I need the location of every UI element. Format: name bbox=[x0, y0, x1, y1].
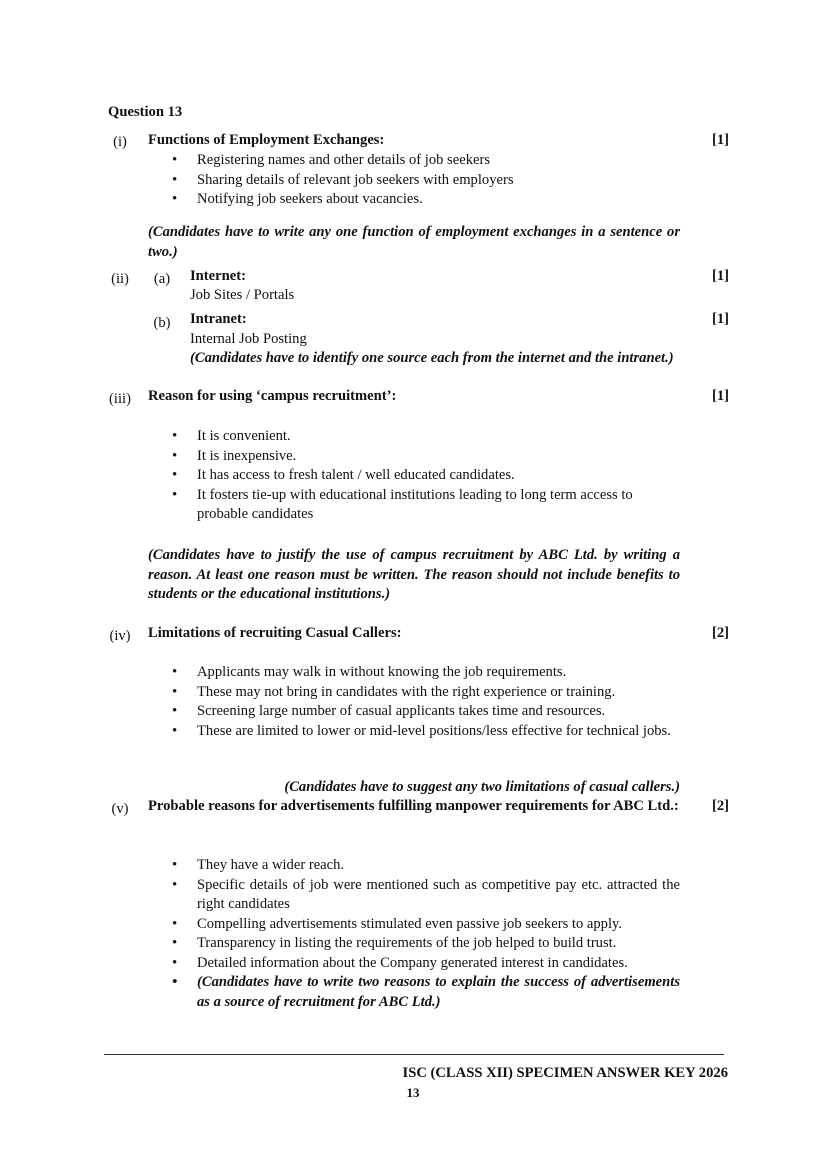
list-item: • These are limited to lower or mid-level positions/less effective for technical jobs. bbox=[172, 722, 680, 742]
list-item: • It is inexpensive. bbox=[172, 447, 680, 467]
q4-note: (Candidates have to suggest any two limitations of casual callers.) bbox=[284, 779, 680, 795]
q2a-label: (a) bbox=[153, 271, 171, 287]
q4-heading: Limitations of recruiting Casual Callers: bbox=[148, 625, 402, 641]
q1-note: (Candidates have to write any one function of employment exchanges in a sentence or two.) bbox=[148, 224, 680, 260]
footer-divider bbox=[104, 1054, 724, 1055]
page-number: 13 bbox=[406, 1085, 420, 1100]
q2b-text: Internal Job Posting bbox=[190, 331, 307, 347]
q5-heading: Probable reasons for advertisements fulfilling manpower requirements for ABC Ltd.: bbox=[148, 798, 679, 814]
q1-bullet-list bbox=[172, 151, 680, 210]
q5-mark: [2] bbox=[711, 798, 729, 814]
q2-note: (Candidates have to identify one source each from the internet and the intranet.) bbox=[190, 350, 674, 366]
list-item: • Sharing details of relevant job seekers with employers bbox=[172, 171, 680, 191]
q5-bullet-list bbox=[172, 856, 680, 1012]
list-item: • Detailed information about the Company generated interest in candidates. bbox=[172, 954, 680, 974]
q2b-mark: [1] bbox=[711, 311, 729, 327]
q4-number: (iv) bbox=[109, 628, 131, 644]
question-title: Question 13 bbox=[108, 104, 183, 120]
list-item: • It has access to fresh talent / well educated candidates. bbox=[172, 466, 680, 486]
q2a-heading: Internet: bbox=[190, 268, 246, 284]
list-item: • It fosters tie-up with educational institutions leading to long term access to probable candidates bbox=[172, 486, 680, 525]
list-item: • Transparency in listing the requirements of the job helped to build trust. bbox=[172, 934, 680, 954]
list-item: • Applicants may walk in without knowing the job requirements. bbox=[172, 663, 680, 683]
list-item: • Compelling advertisements stimulated even passive job seekers to apply. bbox=[172, 915, 680, 935]
q5-number: (v) bbox=[111, 801, 129, 817]
q1-mark: [1] bbox=[711, 132, 729, 148]
list-item: • Specific details of job were mentioned such as competitive pay etc. attracted the right candidates bbox=[172, 876, 680, 915]
footer-title: ISC (CLASS XII) SPECIMEN ANSWER KEY 2026 bbox=[402, 1065, 728, 1081]
q3-mark: [1] bbox=[711, 388, 729, 404]
q1-number: (i) bbox=[113, 134, 127, 150]
q3-number: (iii) bbox=[109, 391, 131, 407]
q3-heading: Reason for using ‘campus recruitment’: bbox=[148, 388, 397, 404]
list-item: • These may not bring in candidates with the right experience or training. bbox=[172, 683, 680, 703]
q4-mark: [2] bbox=[711, 625, 729, 641]
list-item: • They have a wider reach. bbox=[172, 856, 680, 876]
q1-heading: Functions of Employment Exchanges: bbox=[148, 132, 385, 148]
q4-bullet-list bbox=[172, 663, 680, 741]
q3-bullet-list bbox=[172, 427, 680, 525]
q2-number: (ii) bbox=[111, 271, 129, 287]
list-item: • Screening large number of casual applicants takes time and resources. bbox=[172, 702, 680, 722]
q2b-label: (b) bbox=[153, 315, 171, 331]
q3-note: (Candidates have to justify the use of campus recruitment by ABC Ltd. by writing a reason. At least one reason must be written. The reason should not include benefits to students or the educational institutions.) bbox=[148, 547, 680, 602]
q2a-mark: [1] bbox=[711, 268, 729, 284]
q2a-text: Job Sites / Portals bbox=[190, 287, 295, 303]
list-item: • It is convenient. bbox=[172, 427, 680, 447]
q5-note: • (Candidates have to write two reasons to explain the success of advertisements as a source of recruitment for ABC Ltd.) bbox=[172, 973, 680, 1012]
q2b-heading: Intranet: bbox=[190, 311, 247, 327]
list-item: • Notifying job seekers about vacancies. bbox=[172, 190, 680, 210]
list-item: • Registering names and other details of job seekers bbox=[172, 151, 680, 171]
